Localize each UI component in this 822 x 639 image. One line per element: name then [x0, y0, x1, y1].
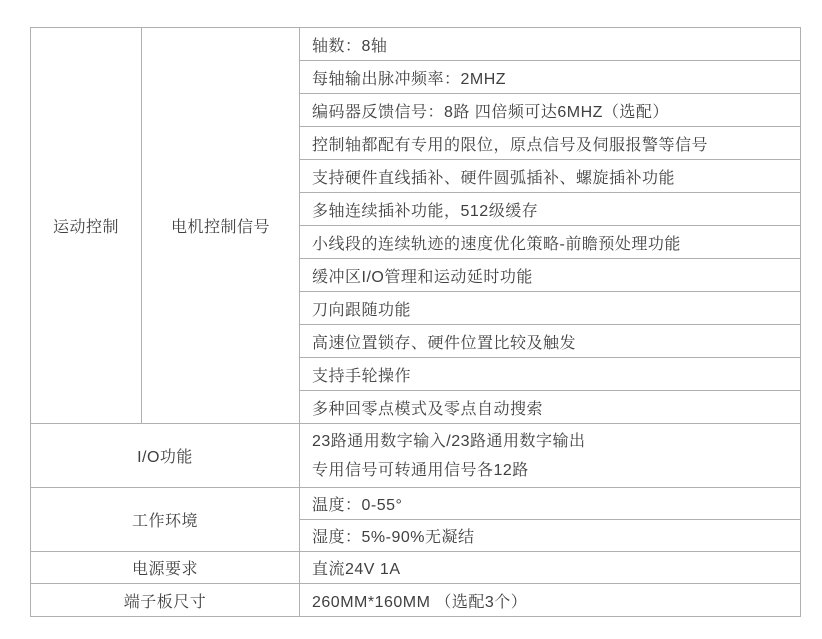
table-row	[31, 584, 801, 617]
spec-value-cell: 高速位置锁存、硬件位置比较及触发	[300, 325, 801, 358]
spec-value-cell: 小线段的连续轨迹的速度优化策略-前瞻预处理功能	[300, 226, 801, 259]
io-line-dedicated: 专用信号可转通用信号各12路	[312, 461, 529, 479]
spec-value-cell: 多轴连续插补功能，512级缓存	[300, 193, 801, 226]
io-value-cell	[300, 424, 801, 488]
motion-group-cell: 运动控制	[31, 28, 142, 424]
io-label-cell: I/O功能	[31, 424, 300, 488]
spec-value-cell: 支持硬件直线插补、硬件圆弧插补、螺旋插补功能	[300, 160, 801, 193]
spec-value-cell: 控制轴都配有专用的限位，原点信号及伺服报警等信号	[300, 127, 801, 160]
table-row	[31, 552, 801, 584]
humidity-cell: 湿度：5%-90%无凝结	[300, 520, 801, 552]
spec-value-cell: 轴数：8轴	[300, 28, 801, 61]
table-row	[31, 28, 801, 61]
spec-value-cell: 刀向跟随功能	[300, 292, 801, 325]
spec-value-cell: 缓冲区I/O管理和运动延时功能	[300, 259, 801, 292]
spec-value-cell: 每轴输出脉冲频率：2MHZ	[300, 61, 801, 94]
motor-signal-cell: 电机控制信号	[142, 28, 300, 424]
spec-value-cell: 多种回零点模式及零点自动搜索	[300, 391, 801, 424]
temperature-cell: 温度：0-55°	[300, 488, 801, 520]
io-line-input-output: 23路通用数字输入/23路通用数字输出	[312, 432, 586, 450]
spec-value-cell: 支持手轮操作	[300, 358, 801, 391]
environment-label-cell: 工作环境	[31, 488, 300, 552]
power-label-cell: 电源要求	[31, 552, 300, 584]
table-row	[31, 424, 801, 488]
terminal-value-cell: 260MM*160MM （选配3个）	[300, 584, 801, 617]
spec-table	[30, 27, 801, 617]
spec-value-cell: 编码器反馈信号：8路 四倍频可达6MHZ（选配）	[300, 94, 801, 127]
power-value-cell: 直流24V 1A	[300, 552, 801, 584]
terminal-label-cell: 端子板尺寸	[31, 584, 300, 617]
table-row	[31, 488, 801, 520]
